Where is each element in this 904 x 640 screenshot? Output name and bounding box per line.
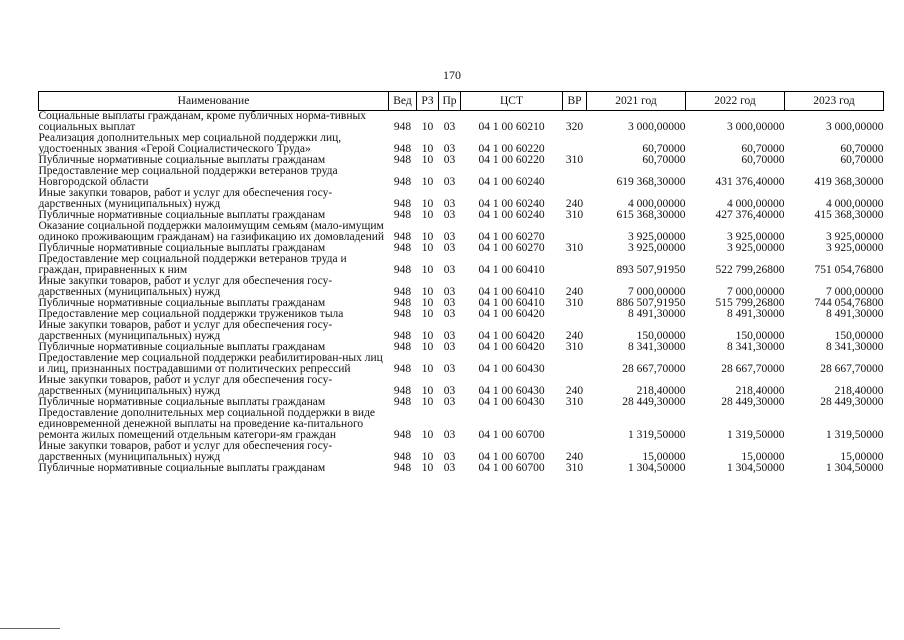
cell-cst: 04 1 00 60420 (478, 330, 545, 342)
cell-2022: 60,70000 (741, 143, 785, 155)
cell-pr: 03 (443, 242, 456, 254)
cell-ved: 948 (393, 363, 412, 375)
cell-pr: 03 (443, 198, 456, 210)
cell-ved: 948 (393, 209, 412, 221)
cell-2021: 886 507,91950 (616, 297, 686, 309)
cell-name: Иные закупки товаров, работ и услуг для обеспечения госу-дарственных (муниципальных) нужд (38, 374, 333, 397)
cell-2022: 28 667,70000 (721, 363, 785, 375)
cell-2022: 8 341,30000 (727, 341, 785, 353)
cell-2021: 60,70000 (642, 154, 686, 166)
cell-2021: 3 000,00000 (628, 121, 686, 133)
cell-cst: 04 1 00 60410 (478, 297, 545, 309)
cell-2023: 751 054,76800 (814, 264, 884, 276)
col-header-2022: 2022 год (686, 92, 785, 111)
budget-table (38, 91, 884, 474)
cell-ved: 948 (393, 154, 412, 166)
cell-name: Реализация дополнительных мер социальной поддержки лиц, удостоенных звания «Герой Социалистического Труда» (38, 132, 342, 155)
cell-cst: 04 1 00 60700 (478, 451, 545, 463)
cell-2021: 150,00000 (636, 330, 686, 342)
cell-rz: 10 (421, 396, 434, 408)
cell-rz: 10 (421, 154, 434, 166)
cell-2022: 28 449,30000 (721, 396, 785, 408)
col-header-vr: ВР (563, 92, 587, 111)
cell-ved: 948 (393, 198, 412, 210)
cell-cst: 04 1 00 60240 (478, 198, 545, 210)
cell-vr (563, 166, 587, 188)
cell-ved: 948 (393, 231, 412, 243)
cell-rz: 10 (421, 143, 434, 155)
cell-cst: 04 1 00 60430 (478, 396, 545, 408)
cell-name: Иные закупки товаров, работ и услуг для обеспечения госу-дарственных (муниципальных) нужд (38, 440, 333, 463)
table-body (39, 111, 884, 475)
cell-name: Предоставление мер социальной поддержки тружеников тыла (38, 308, 344, 320)
cell-pr: 03 (443, 143, 456, 155)
cell-2021: 218,40000 (636, 385, 686, 397)
cell-cst: 04 1 00 60700 (478, 429, 545, 441)
cell-2021: 15,00000 (642, 451, 686, 463)
cell-cst: 04 1 00 60430 (478, 385, 545, 397)
cell-name: Предоставление мер социальной поддержки реабилитирован-ных лиц и лиц, признанных пострадавшими от политических репрессий (38, 352, 383, 375)
cell-ved: 948 (393, 286, 412, 298)
cell-rz: 10 (421, 286, 434, 298)
cell-vr: 310 (565, 242, 584, 254)
cell-2021: 60,70000 (642, 143, 686, 155)
cell-2023: 1 319,50000 (826, 429, 884, 441)
cell-name: Публичные нормативные социальные выплаты гражданам (38, 462, 326, 474)
cell-rz: 10 (421, 429, 434, 441)
cell-rz: 10 (421, 209, 434, 221)
cell-name: Публичные нормативные социальные выплаты гражданам (38, 396, 326, 408)
cell-name: Иные закупки товаров, работ и услуг для обеспечения госу-дарственных (муниципальных) нужд (38, 319, 333, 342)
cell-2022: 150,00000 (735, 330, 785, 342)
cell-rz: 10 (421, 242, 434, 254)
cell-vr: 240 (565, 451, 584, 463)
col-header-name: Наименование (39, 92, 389, 111)
col-header-cst: ЦСТ (461, 92, 563, 111)
cell-2023: 744 054,76800 (814, 297, 884, 309)
cell-rz: 10 (421, 198, 434, 210)
cell-vr: 310 (565, 209, 584, 221)
cell-rz: 10 (421, 176, 434, 188)
cell-pr: 03 (443, 363, 456, 375)
cell-2021: 7 000,00000 (628, 286, 686, 298)
cell-pr: 03 (443, 462, 456, 474)
cell-2021: 4 000,00000 (628, 198, 686, 210)
cell-cst: 04 1 00 60240 (478, 176, 545, 188)
cell-pr: 03 (443, 154, 456, 166)
cell-2023: 60,70000 (840, 143, 884, 155)
cell-ved: 948 (393, 176, 412, 188)
cell-ved: 948 (393, 143, 412, 155)
cell-name: Предоставление дополнительных мер социальной поддержки в виде единовременной денежной выплаты на проведение ка-питального ремонта жилых помещений отдельным категори-ям граждан (38, 407, 376, 441)
cell-vr (563, 309, 587, 320)
cell-2021: 1 304,50000 (628, 462, 686, 474)
table-row (39, 353, 884, 375)
cell-vr: 310 (565, 341, 584, 353)
cell-2023: 28 667,70000 (820, 363, 884, 375)
table-row (39, 111, 884, 134)
cell-rz: 10 (421, 308, 434, 320)
cell-vr: 240 (565, 286, 584, 298)
cell-name: Публичные нормативные социальные выплаты гражданам (38, 297, 326, 309)
cell-pr: 03 (443, 121, 456, 133)
cell-2021: 1 319,50000 (628, 429, 686, 441)
cell-vr: 240 (565, 330, 584, 342)
cell-2022: 7 000,00000 (727, 286, 785, 298)
cell-2023: 3 925,00000 (826, 242, 884, 254)
table-row (39, 463, 884, 474)
cell-pr: 03 (443, 286, 456, 298)
cell-pr: 03 (443, 451, 456, 463)
cell-2023: 3 000,00000 (826, 121, 884, 133)
cell-vr: 310 (565, 297, 584, 309)
cell-2023: 1 304,50000 (826, 462, 884, 474)
cell-2023: 8 491,30000 (826, 308, 884, 320)
table-row (39, 221, 884, 243)
cell-vr: 310 (565, 462, 584, 474)
cell-ved: 948 (393, 451, 412, 463)
cell-name: Публичные нормативные социальные выплаты гражданам (38, 242, 326, 254)
cell-cst: 04 1 00 60410 (478, 264, 545, 276)
cell-2022: 4 000,00000 (727, 198, 785, 210)
cell-2021: 8 491,30000 (628, 308, 686, 320)
cell-2021: 28 449,30000 (622, 396, 686, 408)
cell-name: Социальные выплаты гражданам, кроме публичных норма-тивных социальных выплат (38, 110, 366, 133)
cell-2023: 415 368,30000 (814, 209, 884, 221)
cell-pr: 03 (443, 330, 456, 342)
table-row (39, 320, 884, 342)
cell-ved: 948 (393, 297, 412, 309)
cell-rz: 10 (421, 264, 434, 276)
cell-2023: 7 000,00000 (826, 286, 884, 298)
cell-pr: 03 (443, 231, 456, 243)
cell-rz: 10 (421, 330, 434, 342)
cell-vr (563, 353, 587, 375)
cell-name: Предоставление мер социальной поддержки ветеранов труда Новгородской области (38, 165, 338, 188)
cell-name: Оказание социальной поддержки малоимущим семьям (мало-имущим одиноко проживающим гражданам) на газификацию их домовладений (38, 220, 385, 243)
cell-vr: 310 (565, 154, 584, 166)
cell-2022: 522 799,26800 (715, 264, 785, 276)
cell-ved: 948 (393, 308, 412, 320)
cell-2022: 60,70000 (741, 154, 785, 166)
cell-2023: 419 368,30000 (814, 176, 884, 188)
cell-2022: 431 376,40000 (715, 176, 785, 188)
cell-rz: 10 (421, 297, 434, 309)
cell-pr: 03 (443, 396, 456, 408)
cell-cst: 04 1 00 60270 (478, 231, 545, 243)
cell-rz: 10 (421, 363, 434, 375)
cell-name: Публичные нормативные социальные выплаты гражданам (38, 341, 326, 353)
cell-vr: 240 (565, 385, 584, 397)
cell-2023: 28 449,30000 (820, 396, 884, 408)
cell-vr (563, 133, 587, 155)
cell-2021: 3 925,00000 (628, 231, 686, 243)
cell-rz: 10 (421, 231, 434, 243)
cell-ved: 948 (393, 330, 412, 342)
cell-ved: 948 (393, 341, 412, 353)
cell-2022: 3 925,00000 (727, 242, 785, 254)
cell-vr: 310 (565, 396, 584, 408)
cell-ved: 948 (393, 264, 412, 276)
cell-2021: 893 507,91950 (616, 264, 686, 276)
col-header-pr: Пр (439, 92, 461, 111)
cell-ved: 948 (393, 429, 412, 441)
cell-2022: 218,40000 (735, 385, 785, 397)
cell-2023: 4 000,00000 (826, 198, 884, 210)
cell-2023: 3 925,00000 (826, 231, 884, 243)
cell-pr: 03 (443, 341, 456, 353)
cell-cst: 04 1 00 60210 (478, 121, 545, 133)
cell-2022: 515 799,26800 (715, 297, 785, 309)
cell-rz: 10 (421, 385, 434, 397)
table-row (39, 133, 884, 155)
cell-name: Публичные нормативные социальные выплаты гражданам (38, 154, 326, 166)
table-row (39, 408, 884, 441)
table-row (39, 166, 884, 188)
cell-vr (563, 408, 587, 441)
cell-2021: 615 368,30000 (616, 209, 686, 221)
cell-rz: 10 (421, 451, 434, 463)
cell-ved: 948 (393, 396, 412, 408)
col-header-2021: 2021 год (587, 92, 686, 111)
cell-pr: 03 (443, 429, 456, 441)
cell-name: Публичные нормативные социальные выплаты гражданам (38, 209, 326, 221)
cell-2022: 3 925,00000 (727, 231, 785, 243)
cell-2023: 218,40000 (834, 385, 884, 397)
cell-ved: 948 (393, 462, 412, 474)
cell-pr: 03 (443, 264, 456, 276)
cell-2022: 8 491,30000 (727, 308, 785, 320)
cell-rz: 10 (421, 121, 434, 133)
col-header-2023: 2023 год (785, 92, 884, 111)
cell-pr: 03 (443, 385, 456, 397)
cell-cst: 04 1 00 60420 (478, 341, 545, 353)
cell-name: Иные закупки товаров, работ и услуг для обеспечения госу-дарственных (муниципальных) нужд (38, 187, 333, 210)
cell-name: Предоставление мер социальной поддержки ветеранов труда и граждан, приравненных к ним (38, 253, 347, 276)
cell-pr: 03 (443, 308, 456, 320)
cell-cst: 04 1 00 60700 (478, 462, 545, 474)
table-row (39, 276, 884, 298)
cell-vr: 320 (565, 121, 584, 133)
cell-2022: 1 319,50000 (727, 429, 785, 441)
footer-rule (0, 628, 60, 629)
cell-cst: 04 1 00 60420 (478, 308, 545, 320)
cell-cst: 04 1 00 60410 (478, 286, 545, 298)
cell-2022: 1 304,50000 (727, 462, 785, 474)
cell-2023: 60,70000 (840, 154, 884, 166)
col-header-ved: Вед (389, 92, 417, 111)
cell-cst: 04 1 00 60220 (478, 154, 545, 166)
cell-2022: 427 376,40000 (715, 209, 785, 221)
table-row (39, 254, 884, 276)
cell-pr: 03 (443, 176, 456, 188)
cell-2021: 28 667,70000 (622, 363, 686, 375)
cell-cst: 04 1 00 60240 (478, 209, 545, 221)
cell-cst: 04 1 00 60270 (478, 242, 545, 254)
table-row (39, 188, 884, 210)
cell-2021: 3 925,00000 (628, 242, 686, 254)
cell-pr: 03 (443, 209, 456, 221)
cell-2021: 619 368,30000 (616, 176, 686, 188)
cell-2023: 150,00000 (834, 330, 884, 342)
cell-rz: 10 (421, 341, 434, 353)
cell-rz: 10 (421, 462, 434, 474)
table-row (39, 375, 884, 397)
table-header (39, 92, 884, 111)
page-number: 170 (443, 68, 461, 82)
cell-vr: 240 (565, 198, 584, 210)
cell-name: Иные закупки товаров, работ и услуг для обеспечения госу-дарственных (муниципальных) нужд (38, 275, 333, 298)
cell-vr (563, 221, 587, 243)
cell-2022: 15,00000 (741, 451, 785, 463)
cell-2022: 3 000,00000 (727, 121, 785, 133)
cell-ved: 948 (393, 242, 412, 254)
cell-ved: 948 (393, 385, 412, 397)
col-header-rz: РЗ (417, 92, 439, 111)
cell-cst: 04 1 00 60220 (478, 143, 545, 155)
cell-pr: 03 (443, 297, 456, 309)
cell-2021: 8 341,30000 (628, 341, 686, 353)
table-row (39, 441, 884, 463)
cell-cst: 04 1 00 60430 (478, 363, 545, 375)
cell-vr (563, 254, 587, 276)
cell-2023: 15,00000 (840, 451, 884, 463)
cell-2023: 8 341,30000 (826, 341, 884, 353)
cell-ved: 948 (393, 121, 412, 133)
